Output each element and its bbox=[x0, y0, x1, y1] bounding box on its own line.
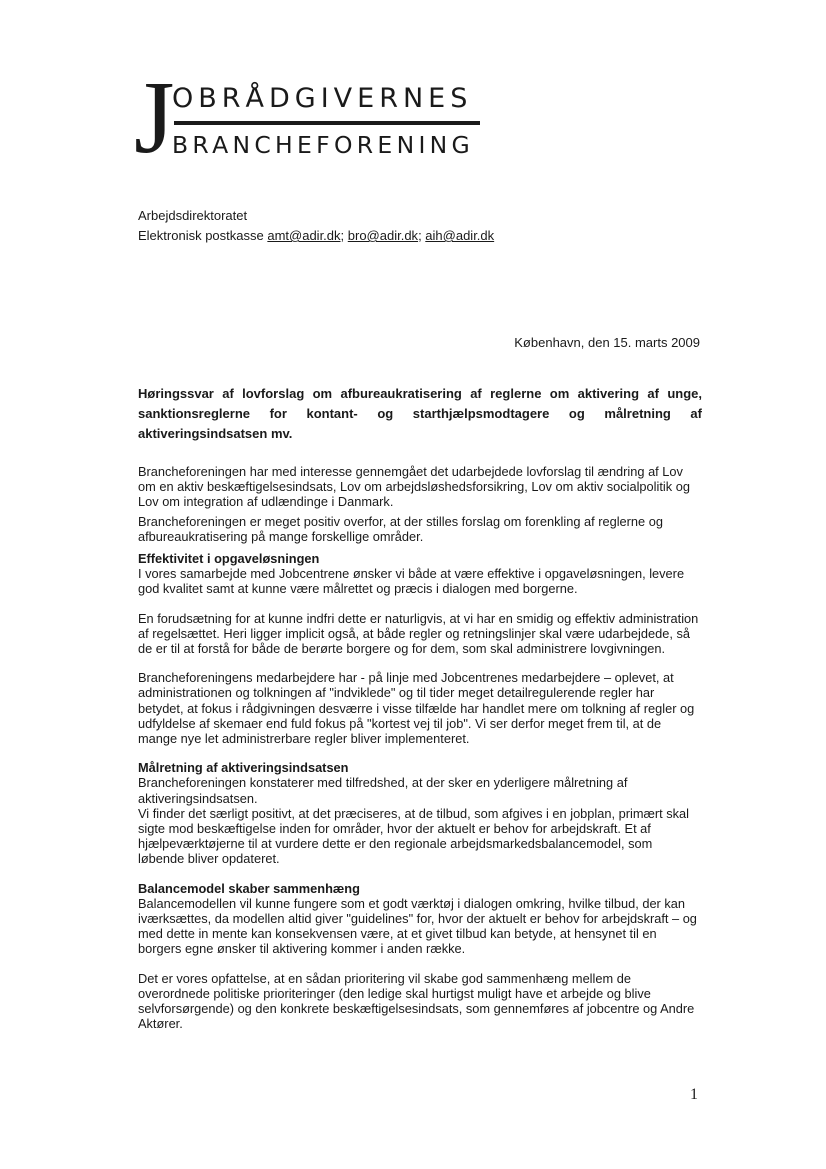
email-link-amt[interactable]: amt@adir.dk bbox=[267, 228, 341, 243]
organization-logo bbox=[134, 60, 494, 175]
logo-line-1: OBRÅDGIVERNES bbox=[172, 83, 473, 114]
paragraph: Brancheforeningens medarbejdere har - på linje med Jobcentrenes medarbejdere – oplevet, at administrationen og tolkningen af "indviklede" og til tider meget detailregulerende regler har betydet, at fokus i rådgivningen desværre i visse tilfælde har handlet mere om tolkning af regler og udfyldelse af skemaer end fuld fokus på "kortest vej til job". Vi ser derfor meget frem til, at de mange nye let administrerbare regler bliver implementeret. bbox=[138, 670, 695, 747]
mailbox-label: Elektronisk postkasse bbox=[138, 228, 264, 243]
logo-line-2: BRANCHEFORENING bbox=[172, 131, 475, 159]
letter-body bbox=[138, 464, 702, 1032]
mailbox-line: Elektronisk postkasse amt@adir.dk; bro@adir.dk; aih@adir.dk bbox=[138, 228, 495, 243]
letter-date: København, den 15. marts 2009 bbox=[514, 335, 700, 350]
paragraph: Det er vores opfattelse, at en sådan prioritering vil skabe god sammenhæng mellem de overordnede politiske prioriteringer (den ledige skal hurtigst muligt have et arbejde og blive selvforsørgende) og den konkrete beskæftigelsesindsats, som gennemføres af jobcentre og Andre Aktører. bbox=[138, 970, 695, 1032]
recipient-block bbox=[138, 206, 494, 246]
paragraph: Brancheforeningen har med interesse gennemgået det udarbejdede lovforslag til ændring af Lov om en aktiv beskæftigelsesindsats, Lov om arbejdsløshedsforsikring, Lov om aktiv socialpolitik og Lov om integration af udlændinge i Danmark. bbox=[138, 464, 690, 510]
paragraph: Vi finder det særligt positivt, at det præciseres, at de tilbud, som afgives i en jobplan, primært skal sigte mod beskæftigelse inden for områder, hvor der aktuelt er behov for arbejdskraft. Et af hjælpeværktøjerne til at vurdere dette er den regionale arbejdsmarkedsbalancemodel, som løbende bliver opdateret. bbox=[138, 805, 689, 867]
paragraph: Brancheforeningen konstaterer med tilfredshed, at der sker en yderligere målretning af aktiveringsindsatsen. bbox=[138, 775, 628, 806]
paragraph: Balancemodellen vil kunne fungere som et godt værktøj i dialogen omkring, hvilke tilbud, der kan iværksættes, da modellen altid giver "guidelines" for, hvor der aktuelt er behov for arbejdskraft – og med dette in mente kan konsekvensen være, at et givet tilbud kan betyde, at hensynet til en borgers egne ønsker til aktivering kommer i anden række. bbox=[138, 895, 697, 957]
logo-rule bbox=[174, 121, 480, 125]
letter-subject: Høringssvar af lovforslag om afbureaukratisering af reglerne om aktivering af unge, sanktionsreglerne for kontant- og starthjælpsmodtagere og målretning af aktiveringsindsatsen mv. bbox=[138, 386, 702, 441]
email-link-aih[interactable]: aih@adir.dk bbox=[425, 228, 495, 243]
paragraph: I vores samarbejde med Jobcentrene ønsker vi både at være effektive i opgaveløsningen, levere god kvalitet samt at kunne være målrettet og præcis i dialogen med borgerne. bbox=[138, 566, 685, 597]
paragraph: Brancheforeningen er meget positiv overfor, at der stilles forslag om forenkling af reglerne og afbureaukratisering på mange forskellige områder. bbox=[138, 513, 663, 544]
section-heading-balance-model: Balancemodel skaber sammenhæng bbox=[138, 880, 360, 896]
recipient-name: Arbejdsdirektoratet bbox=[138, 208, 248, 223]
email-link-bro[interactable]: bro@adir.dk bbox=[347, 228, 419, 243]
section-heading-efficiency: Effektivitet i opgaveløsningen bbox=[138, 551, 320, 567]
paragraph: En forudsætning for at kunne indfri dette er naturligvis, at vi har en smidig og effektiv administration af regelsættet. Heri ligger implicit også, at både regler og retningslinjer skal være udarbejdede, så de er til at forstå for både de berørte borgere og for dem, som skal administrere lovgivningen. bbox=[138, 610, 699, 657]
section-heading-targeting: Målretning af aktiveringsindsatsen bbox=[138, 760, 349, 776]
logo-initial: J bbox=[134, 60, 175, 175]
page-number: 1 bbox=[690, 1086, 698, 1103]
